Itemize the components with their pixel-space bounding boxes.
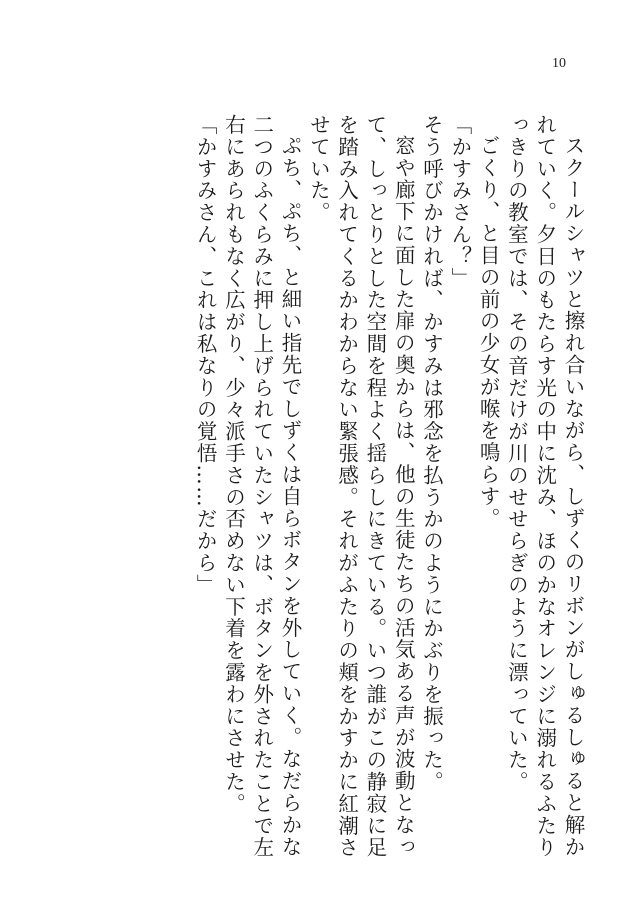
dialogue-line: 「かすみさん？」: [447, 114, 472, 290]
paragraph: 窓や廊下に面した扉の奥からは、他の生徒たちの活気ある声が波動となって、しっとりとした空間を程よく揺らしにきている。いつ誰がこの静寂に足を踏み入れてくるかわからない緊張感。それがふたりの頬をかすかに紅潮させていた。: [306, 114, 416, 859]
vertical-text-body: [191, 114, 587, 874]
paragraph: ごくり、と目の前の少女が喉を鳴らす。: [476, 134, 501, 529]
page-number: 10: [552, 56, 566, 71]
dialogue-line: 「かすみさん、これは私なりの覚悟……だから」: [193, 114, 218, 596]
paragraph: そう呼びかければ、かすみは邪念を払うかのようにかぶりを振った。: [419, 114, 444, 793]
paragraph: ぷち、ぷち、と細い指先でしずくは自らボタンを外していく。なだらかな二つのふくらみに押し上げられていたシャツは、ボタンを外されたことで左右にあられもなく広がり、少々派手さの否めない下着を露わにさせた。: [221, 114, 303, 859]
paragraph: スクールシャツと擦れ合いながら、しずくのリボンがしゅるしゅると解かれていく。夕日のもたらす光の中に沈み、ほのかなオレンジに溺れるふたりっきりの教室では、その音だけが川のせせらぎのように漂っていた。: [504, 114, 585, 859]
